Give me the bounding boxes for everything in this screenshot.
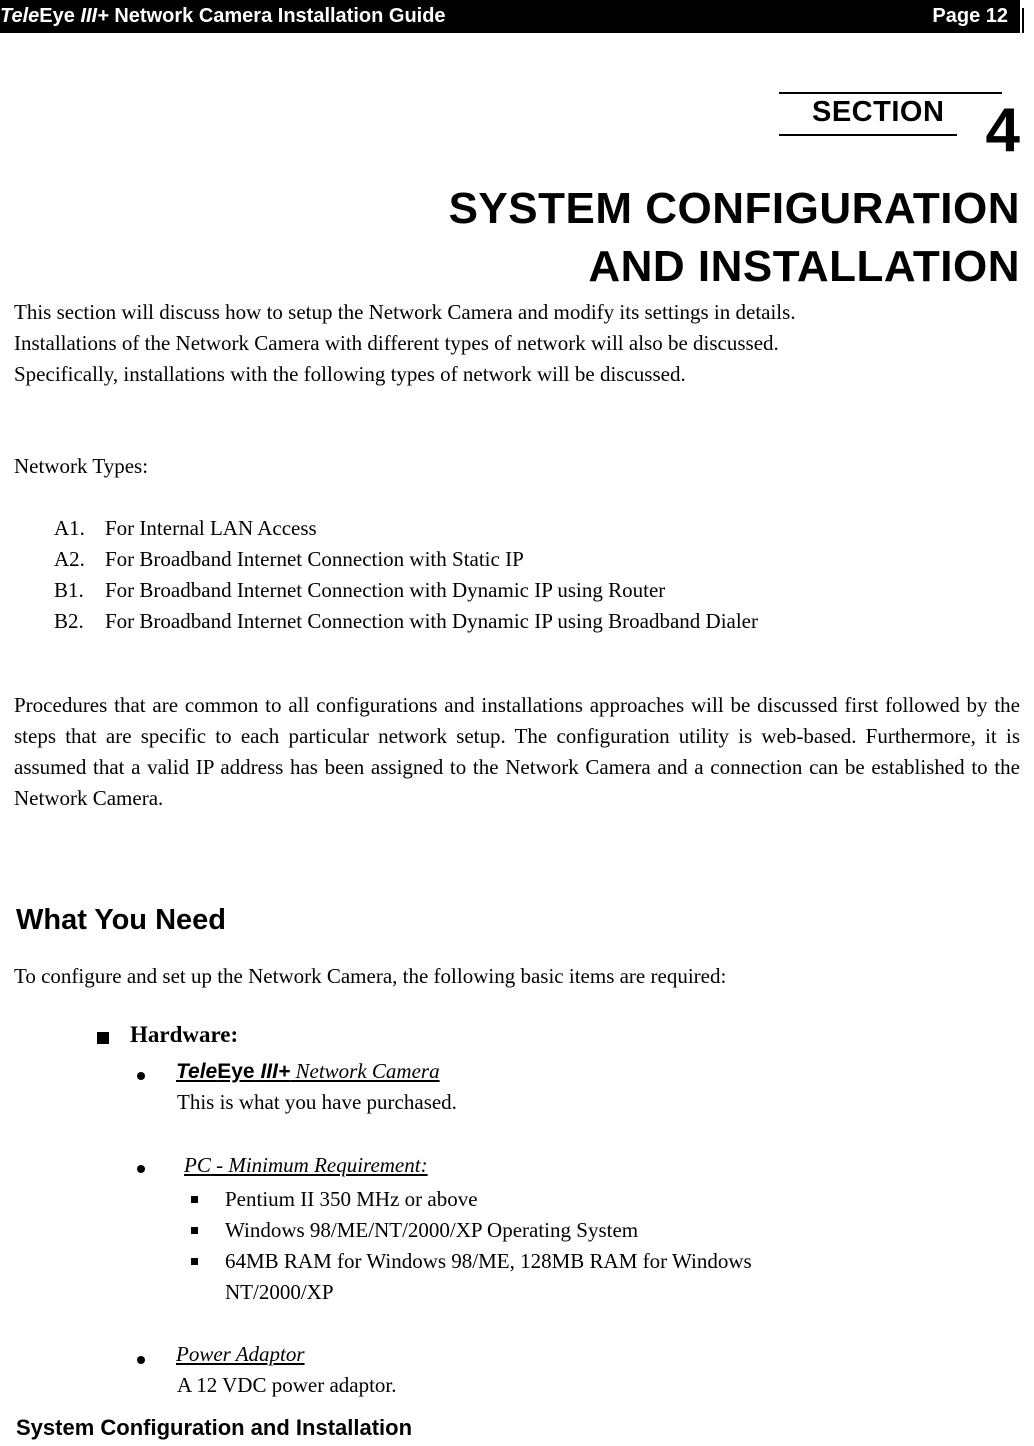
list-item xyxy=(54,513,758,544)
small-square-bullet-icon xyxy=(191,1258,198,1265)
brand-tele: Tele xyxy=(176,1060,218,1083)
power-item-desc: A 12 VDC power adaptor. xyxy=(177,1373,397,1397)
requirements-intro: To configure and set up the Network Camera, the following basic items are required: xyxy=(14,964,727,988)
list-item-code: B2. xyxy=(54,609,84,633)
intro-line: Installations of the Network Camera with different types of network will also be discussed. xyxy=(14,331,779,355)
intro-line: Specifically, installations with the following types of network will be discussed. xyxy=(14,362,686,386)
intro-line: This section will discuss how to setup the Network Camera and modify its settings in details. xyxy=(14,300,796,324)
brand-model: III+ xyxy=(260,1060,291,1083)
list-item-code: A1. xyxy=(54,516,85,540)
brand-eye: Eye xyxy=(217,1060,255,1083)
pc-item-title: PC - Minimum Requirement: xyxy=(184,1153,428,1177)
list-item-text: For Internal LAN Access xyxy=(105,516,317,540)
chapter-title-line-2: AND INSTALLATION xyxy=(588,242,1020,291)
procedures-paragraph: Procedures that are common to all configurations and installations approaches will be discussed first followed by the steps that are specific to each particular network setup. The configuration utility is web-based. Furthermore, it is assumed that a valid IP address has been assigned to the Network Camera and a connection can be established to the Network Camera. xyxy=(14,693,1020,810)
network-types-list xyxy=(54,513,758,637)
section-rule-bottom xyxy=(779,134,957,136)
list-item-text: For Broadband Internet Connection with Static IP xyxy=(105,547,524,571)
camera-brand xyxy=(176,1060,290,1083)
hardware-label: Hardware: xyxy=(130,1022,239,1047)
pc-requirement: Pentium II 350 MHz or above xyxy=(225,1187,478,1211)
round-bullet-icon xyxy=(137,1165,145,1173)
header-edge-mark xyxy=(1022,8,1024,33)
brand-model: III+ xyxy=(80,5,109,27)
camera-item-desc: This is what you have purchased. xyxy=(177,1090,457,1114)
list-item-text: For Broadband Internet Connection with Dynamic IP using Broadband Dialer xyxy=(105,609,758,633)
section-label: SECTION xyxy=(812,96,945,128)
page-header xyxy=(0,0,1020,33)
brand-tele: Tele xyxy=(0,5,40,27)
list-item xyxy=(54,544,758,575)
section-number: 4 xyxy=(985,96,1020,165)
chapter-title-line-1: SYSTEM CONFIGURATION xyxy=(448,184,1020,233)
brand-eye: Eye xyxy=(39,5,75,27)
header-title-rest: Network Camera Installation Guide xyxy=(114,5,446,27)
network-types-label: Network Types: xyxy=(14,454,149,478)
page-footer: System Configuration and Installation xyxy=(16,1415,413,1440)
pc-requirement: Windows 98/ME/NT/2000/XP Operating System xyxy=(225,1218,639,1242)
small-square-bullet-icon xyxy=(191,1227,198,1234)
list-item-code: B1. xyxy=(54,578,84,602)
pc-requirement-continuation: NT/2000/XP xyxy=(225,1280,334,1304)
page-number: Page 12 xyxy=(932,5,1008,27)
pc-requirement: 64MB RAM for Windows 98/ME, 128MB RAM for Windows xyxy=(225,1249,752,1273)
list-item-text: For Broadband Internet Connection with Dynamic IP using Router xyxy=(105,578,666,602)
camera-item-title xyxy=(176,1059,440,1084)
intro-paragraph xyxy=(14,297,1034,390)
square-bullet-icon xyxy=(97,1032,109,1044)
section-rule-top xyxy=(779,92,1002,94)
list-item xyxy=(54,606,758,637)
round-bullet-icon xyxy=(137,1356,145,1364)
header-title xyxy=(0,5,446,28)
chapter-title xyxy=(449,180,1020,296)
list-item xyxy=(54,575,758,606)
round-bullet-icon xyxy=(137,1072,145,1080)
small-square-bullet-icon xyxy=(191,1196,198,1203)
what-you-need-heading: What You Need xyxy=(16,904,226,936)
power-item-title: Power Adaptor xyxy=(176,1342,305,1366)
list-item-code: A2. xyxy=(54,547,85,571)
camera-title-rest: Network Camera xyxy=(295,1059,440,1083)
